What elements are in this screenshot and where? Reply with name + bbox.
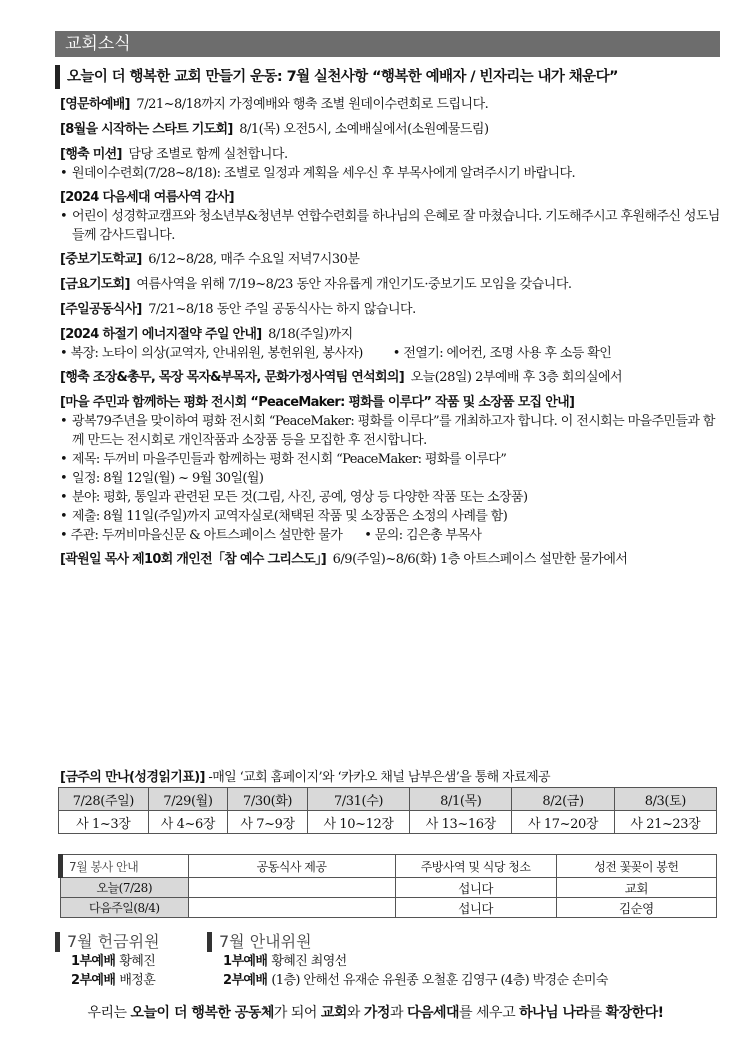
news-text: 6/12~8/28, 매주 수요일 저녁7시30분 — [148, 252, 360, 267]
reading-plan-table — [58, 787, 717, 834]
section-header — [55, 31, 720, 57]
news-text: 8/1(목) 오전5시, 소예배실에서(소원예물드림) — [239, 122, 489, 137]
news-item — [60, 301, 725, 319]
table-row — [61, 878, 717, 898]
motto-emphasis: 오늘이 더 행복한 공동체 — [130, 1005, 274, 1021]
news-item — [60, 121, 725, 139]
news-subitem: 문의: 김은총 부목사 — [374, 528, 482, 543]
news-tag: [행축 조장&총무, 목장 목자&부목자, 문화가정사역팀 연석회의] — [60, 370, 404, 385]
news-tag: [금요기도회] — [60, 277, 130, 292]
reading-chapter: 사 21~23장 — [614, 811, 716, 834]
news-tag: [2024 다음세대 여름사역 감사] — [60, 190, 234, 205]
reading-plan-title — [60, 766, 550, 785]
service-header: 공동식사 제공 — [188, 855, 395, 878]
motto-emphasis: 교회 — [320, 1005, 347, 1021]
news-subitem: 주관: 두꺼비마을신문 & 아트스페이스 설만한 물가 — [70, 528, 343, 543]
reading-day: 8/1(목) — [410, 788, 512, 811]
usher-committee — [207, 932, 608, 990]
news-item: [마을 주민과 함께하는 평화 전시회 “PeaceMaker: 평화를 이루다” 작품 및 소장품 모집 안내] • 광복79주년을 맞이하여 평화 전시회 “PeaceMaker: 평화를 이루다”를 개최하고자 합니다. 이 전시회는 마을주민들과 함께 만드는 전시회로 개인작품과 소장품 등을 모집한 후 전시합니다. • 제목: 두꺼비 마을주민들과 함께하는 평화 전시회 “PeaceMaker: 평화를 이루다” • 일정: 8월 12일(월) ~ 9월 30일(월) • 분야: 평화, 통일과 관련된 모든 것(그림, 사진, 공예, 영상 등 다양한 작품 또는 소장품) • 제출: 8월 11일(주일)까지 교역자실로(채택된 작품 및 소장품은 소정의 사례를 함) • 주관: 두꺼비마을신문 & 아트스페이스 설만한 물가 • 문의: 김은총 부목사 — [60, 395, 715, 543]
news-list — [60, 96, 725, 576]
service-name: 2부예배 — [71, 973, 116, 988]
motto-emphasis: 하나님 나라 — [519, 1005, 589, 1021]
news-item: [2024 다음세대 여름사역 감사] • 어린이 성경학교캠프와 청소년부&청년부 연합수련회를 하나님의 은혜로 잘 마쳤습니다. 기도해주시고 후원해주신 성도님들께 감사드립니다. — [60, 190, 720, 243]
motto-text: 를 세우고 — [459, 1005, 520, 1021]
news-tag: [마을 주민과 함께하는 평화 전시회 “PeaceMaker: 평화를 이루다” 작품 및 소장품 모집 안내] — [60, 395, 575, 410]
news-text: 담당 조별로 함께 실천합니다. — [128, 147, 288, 162]
news-text: 7/21~8/18 동안 주일 공동식사는 하지 않습니다. — [148, 302, 416, 317]
news-item — [60, 251, 725, 269]
service-name: 1부예배 — [71, 954, 116, 969]
news-subitem: 광복79주년을 맞이하여 평화 전시회 “PeaceMaker: 평화를 이루다”를 개최하고자 합니다. 이 전시회는 마을주민들과 함께 만드는 전시회로 개인작품과 소장품 등을 모집한 후 전시합니다. — [72, 414, 715, 448]
motto-emphasis: 다음세대 — [406, 1005, 460, 1021]
list-item — [207, 971, 608, 990]
service-title: 7월 봉사 안내 — [61, 855, 189, 878]
news-subitem: 전열기: 에어컨, 조명 사용 후 소등 확인 — [403, 346, 612, 361]
service-name: 1부예배 — [223, 954, 268, 969]
service-cell — [188, 878, 395, 898]
service-cell — [188, 898, 395, 918]
reading-day: 7/28(주일) — [59, 788, 149, 811]
service-table — [58, 854, 717, 918]
volunteer-names: 배정훈 — [119, 973, 156, 988]
table-row — [61, 898, 717, 918]
reading-day: 8/3(토) — [614, 788, 716, 811]
news-subitem: 원데이수련회(7/28~8/18): 조별로 일정과 계획을 세우신 후 부목사에게 알려주시기 바랍니다. — [72, 166, 576, 181]
headline: 오늘이 더 행복한 교회 만들기 운동: 7월 실천사항 “행복한 예배자 / 빈자리는 내가 채운다” — [55, 65, 745, 89]
reading-plan-note: -매일 ‘교회 홈페이지’와 ‘카카오 채널 남부은샘’을 통해 자료제공 — [204, 770, 551, 785]
reading-day: 7/29(월) — [148, 788, 228, 811]
reading-day: 7/30(화) — [228, 788, 308, 811]
news-tag: [주일공동식사] — [60, 302, 142, 317]
service-cell: 교회 — [556, 878, 716, 898]
reading-chapter: 사 13~16장 — [410, 811, 512, 834]
motto-emphasis: 가정 — [363, 1005, 390, 1021]
reading-chapter: 사 7~9장 — [228, 811, 308, 834]
news-item: [행축 미션] 담당 조별로 함께 실천합니다. • 원데이수련회(7/28~8/18): 조별로 일정과 계획을 세우신 후 부목사에게 알려주시기 바랍니다. — [60, 147, 576, 181]
table-row — [59, 811, 717, 834]
news-tag: [영문하예배] — [60, 97, 130, 112]
news-item — [60, 551, 725, 569]
reading-chapter: 사 4~6장 — [148, 811, 228, 834]
news-item — [60, 276, 725, 294]
table-row — [59, 788, 717, 811]
usher-title: 7월 안내위원 — [207, 932, 608, 952]
reading-day: 8/2(금) — [512, 788, 614, 811]
service-header: 주방사역 및 식당 청소 — [395, 855, 556, 878]
news-item — [60, 369, 725, 387]
list-item — [55, 971, 160, 990]
news-subitem: 일정: 8월 12일(월) ~ 9월 30일(월) — [72, 471, 264, 486]
reading-plan-tag: [금주의 만나(성경읽기표)] — [60, 770, 205, 785]
church-motto — [0, 1002, 751, 1022]
news-tag: [곽원일 목사 제10회 개인전「참 예수 그리스도」] — [60, 552, 326, 567]
table-row — [61, 855, 717, 878]
reading-chapter: 사 10~12장 — [307, 811, 409, 834]
service-cell: 섭니다 — [395, 878, 556, 898]
motto-text: 가 되어 — [273, 1005, 321, 1021]
news-tag: [행축 미션] — [60, 147, 122, 162]
news-text: 오늘(28일) 2부예배 후 3층 회의실에서 — [410, 370, 623, 385]
section-title: 교회소식 — [65, 34, 131, 54]
reading-day: 7/31(수) — [307, 788, 409, 811]
news-subitem: 분야: 평화, 통일과 관련된 모든 것(그림, 사진, 공예, 영상 등 다양한 작품 또는 소장품) — [72, 490, 528, 505]
news-subitem: 어린이 성경학교캠프와 청소년부&청년부 연합수련회를 하나님의 은혜로 잘 마쳤습니다. 기도해주시고 후원해주신 성도님들께 감사드립니다. — [72, 209, 720, 243]
reading-chapter: 사 17~20장 — [512, 811, 614, 834]
news-item: [2024 하절기 에너지절약 주일 안내] 8/18(주일)까지 • 복장: 노타이 의상(교역자, 안내위원, 봉헌위원, 봉사자) • 전열기: 에어컨, 조명 사용 후 소등 확인 — [60, 327, 612, 361]
volunteer-names: (1층) 안해선 유재순 유원종 오철훈 김영구 (4층) 박경순 손미숙 — [271, 973, 608, 988]
news-text: 7/21~8/18까지 가정예배와 행축 조별 원데이수련회로 드립니다. — [136, 97, 489, 112]
motto-emphasis: 확장한다! — [605, 1005, 664, 1021]
list-item — [207, 952, 608, 971]
reading-chapter: 사 1~3장 — [59, 811, 149, 834]
news-text: 6/9(주일)~8/6(화) 1층 아트스페이스 설만한 물가에서 — [332, 552, 628, 567]
offering-committee — [55, 932, 160, 990]
motto-text: 우리는 — [87, 1005, 131, 1021]
news-item — [60, 96, 725, 114]
news-tag: [중보기도학교] — [60, 252, 142, 267]
service-header: 성전 꽃꽂이 봉헌 — [556, 855, 716, 878]
service-cell: 김순영 — [556, 898, 716, 918]
news-subitem: 복장: 노타이 의상(교역자, 안내위원, 봉헌위원, 봉사자) — [70, 346, 363, 361]
motto-text: 를 — [588, 1005, 606, 1021]
news-text: 8/18(주일)까지 — [268, 327, 353, 342]
offering-title: 7월 헌금위원 — [55, 932, 160, 952]
news-tag: [8월을 시작하는 스타트 기도회] — [60, 122, 233, 137]
news-subitem: 제목: 두꺼비 마을주민들과 함께하는 평화 전시회 “PeaceMaker: 평화를 이루다” — [72, 452, 507, 467]
volunteer-names: 황혜진 — [119, 954, 156, 969]
volunteer-names: 황혜진 최영선 — [271, 954, 347, 969]
news-subitem: 제출: 8월 11일(주일)까지 교역자실로(채택된 작품 및 소장품은 소정의 사례를 함) — [72, 509, 508, 524]
list-item — [55, 952, 160, 971]
motto-text: 와 — [346, 1005, 364, 1021]
news-tag: [2024 하절기 에너지절약 주일 안내] — [60, 327, 262, 342]
service-row-label: 오늘(7/28) — [61, 878, 189, 898]
service-row-label: 다음주일(8/4) — [61, 898, 189, 918]
motto-text: 과 — [389, 1005, 407, 1021]
news-text: 여름사역을 위해 7/19~8/23 동안 자유롭게 개인기도·중보기도 모임을 갖습니다. — [136, 277, 572, 292]
service-cell: 섭니다 — [395, 898, 556, 918]
service-name: 2부예배 — [223, 973, 268, 988]
